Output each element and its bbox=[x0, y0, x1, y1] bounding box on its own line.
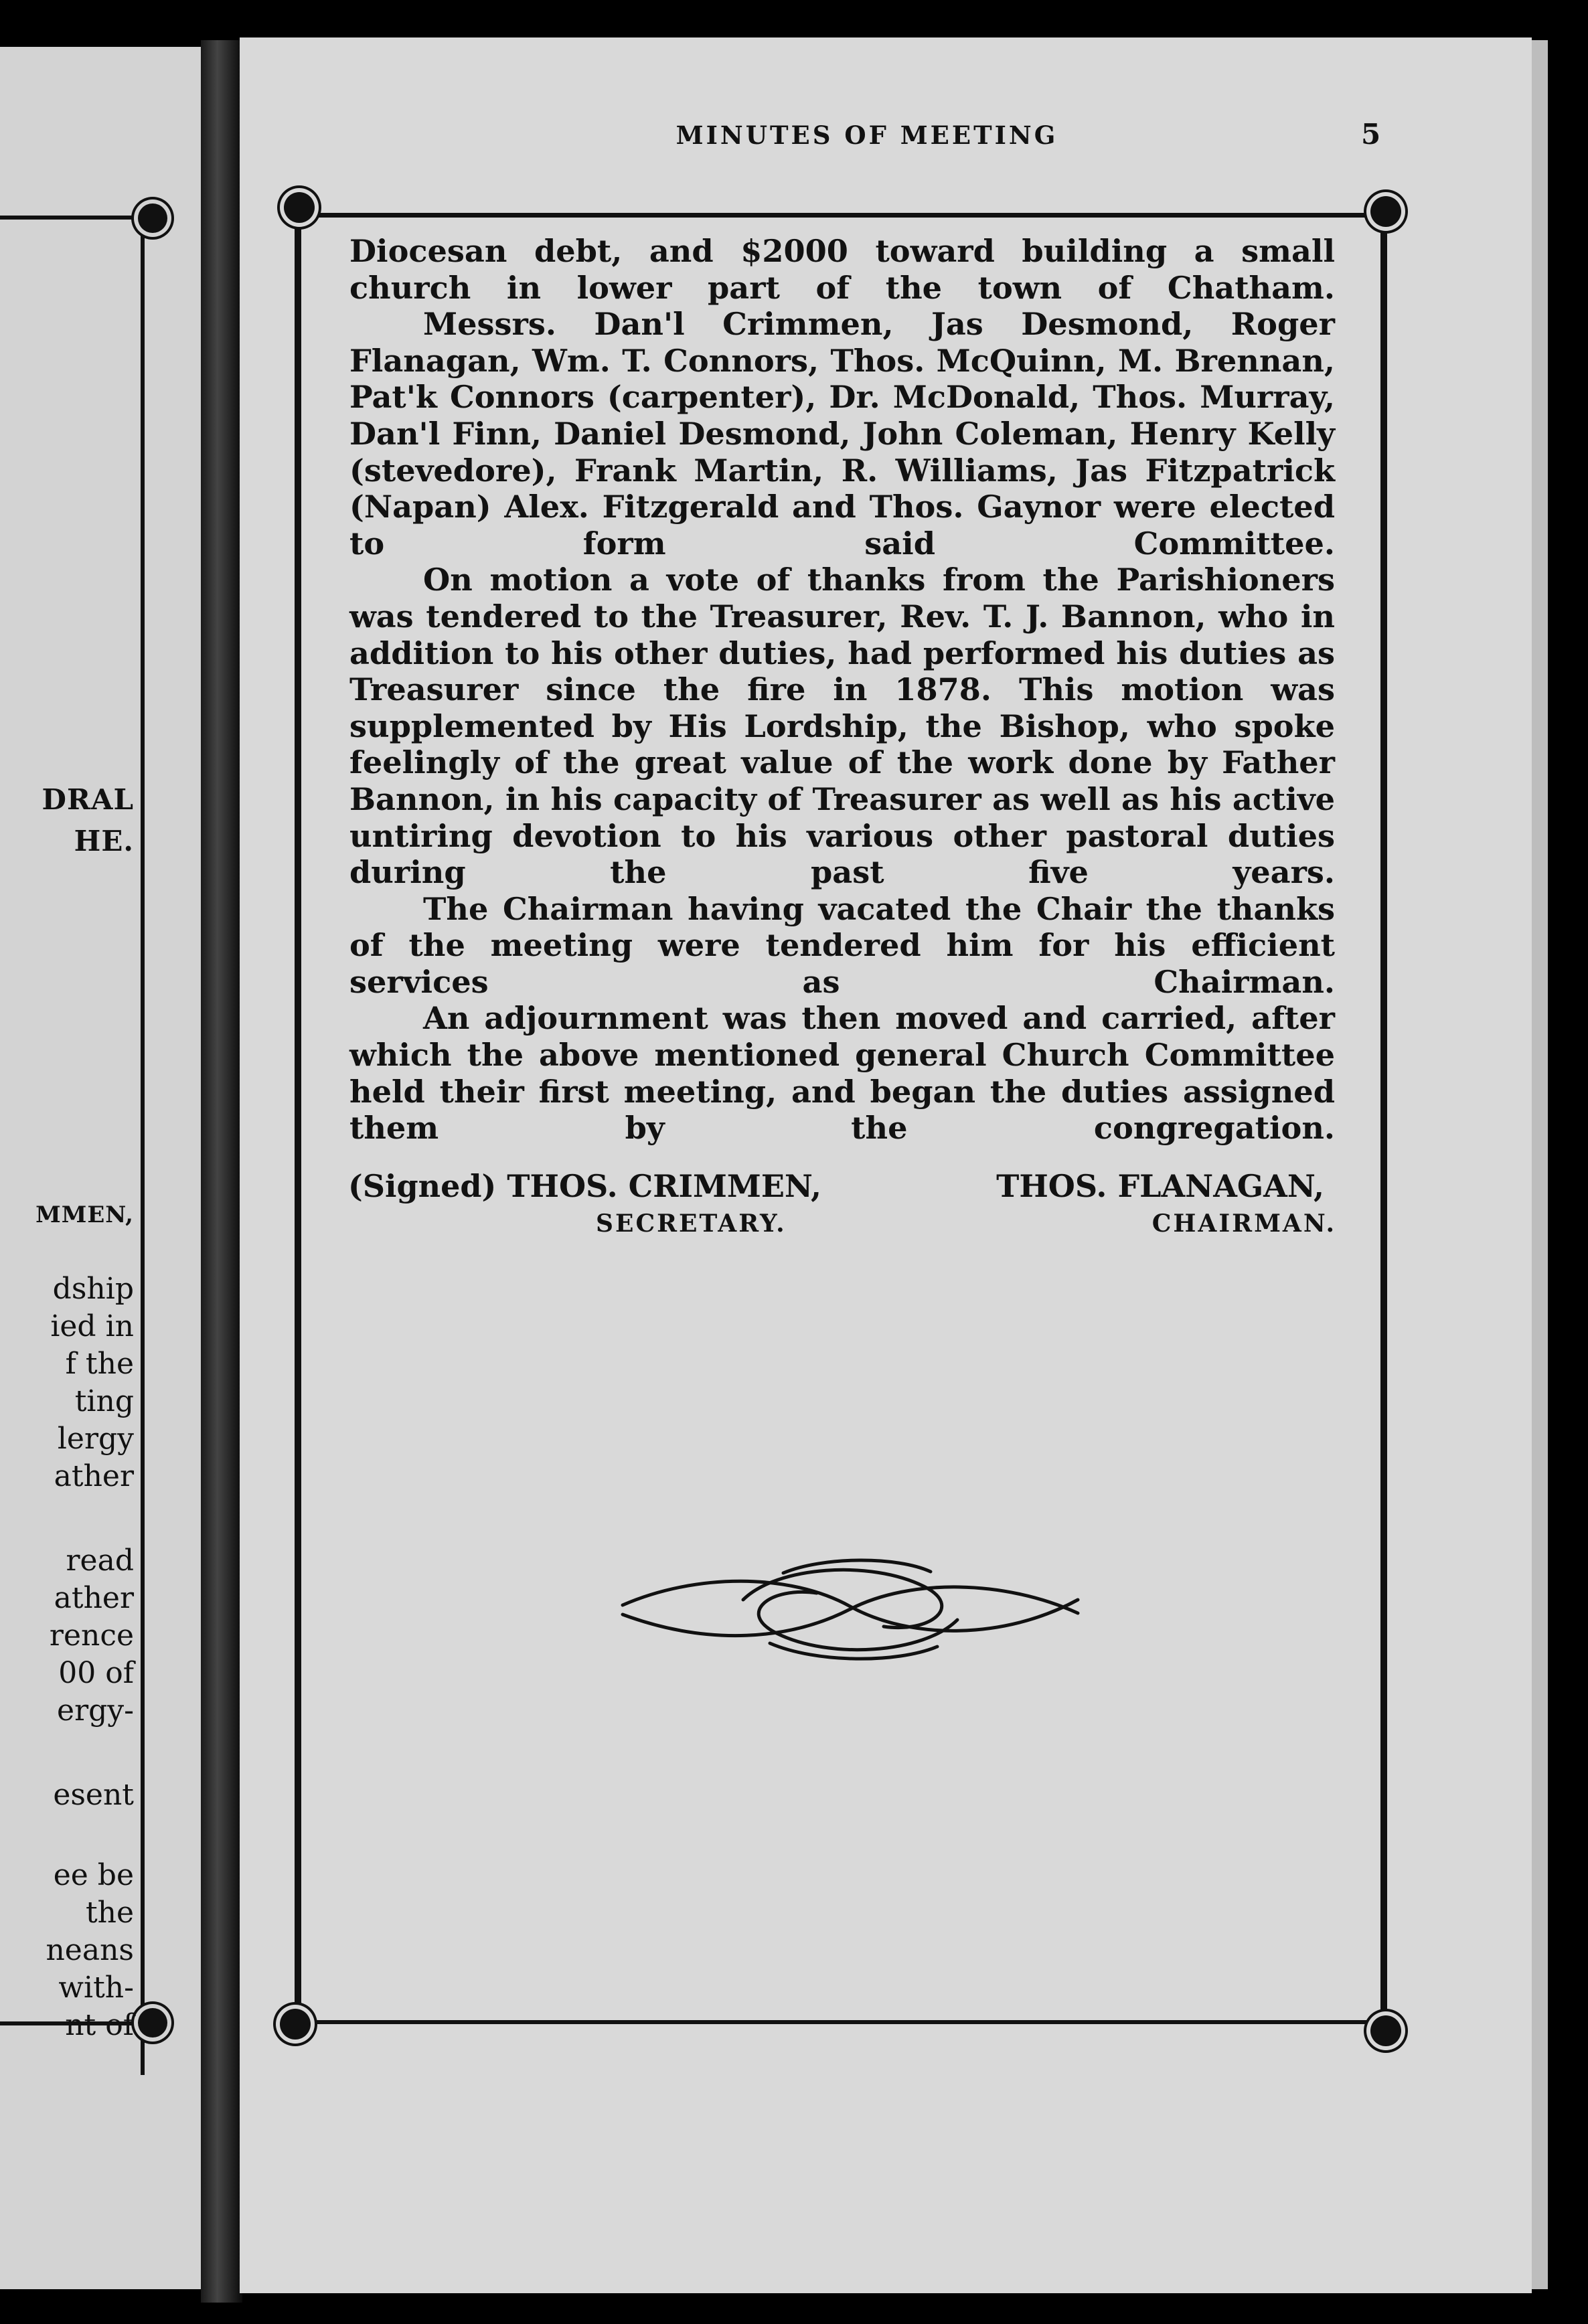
left-page-corner-ornament bbox=[138, 203, 167, 233]
left-page-fragment: ee be bbox=[53, 1858, 134, 1892]
secretary-title: SECRETARY. bbox=[596, 1210, 787, 1238]
minutes-body bbox=[349, 233, 1335, 1147]
left-page-fragment: ting bbox=[74, 1384, 134, 1418]
frame-corner-ornament bbox=[1370, 196, 1401, 227]
running-head: MINUTES OF MEETING bbox=[676, 120, 1058, 150]
left-page-fragment: read bbox=[66, 1544, 134, 1578]
left-page-frame-side bbox=[141, 214, 145, 2075]
page-number: 5 bbox=[1361, 118, 1381, 151]
left-page-fragment: nt of bbox=[65, 2008, 134, 2042]
left-page-fragment: MMEN, bbox=[35, 1201, 134, 1228]
frame-rule bbox=[315, 216, 1386, 218]
left-facing-page bbox=[0, 47, 201, 2289]
secretary-signature: (Signed) THOS. CRIMMEN, bbox=[348, 1168, 822, 1204]
left-page-fragment: f the bbox=[65, 1347, 134, 1381]
left-page-fragment: ied in bbox=[50, 1309, 134, 1343]
left-page-fragment: rence bbox=[49, 1618, 134, 1653]
frame-corner-ornament bbox=[280, 2009, 311, 2040]
signature-block bbox=[348, 1168, 1336, 1238]
left-page-fragment: ather bbox=[54, 1581, 134, 1615]
left-page-fragment: dship bbox=[52, 1272, 134, 1306]
frame-corner-ornament bbox=[1370, 2015, 1401, 2046]
left-page-fragment: DRAL bbox=[42, 783, 134, 816]
paragraph-chairman-thanks: The Chairman having vacated the Chair the thanks of the meeting were tendered him for his efficient services as Chairman. bbox=[349, 890, 1335, 1000]
paragraph-committee-members: Messrs. Dan'l Crimmen, Jas Desmond, Roger Flanagan, Wm. T. Connors, Thos. McQuinn, M. Brennan, Pat'k Connors (carpenter), Dr. McDonald, Thos. Murray, Dan'l Finn, Daniel Desmond, John Coleman, Henry Kelly (stevedore), Frank Martin, R. Williams, Jas Fitzpatrick (Napan) Alex. Fitzgerald and Thos. Gaynor were elected to form said Committee. bbox=[349, 306, 1335, 562]
left-page-fragment: 00 of bbox=[58, 1656, 134, 1690]
paragraph-vote-of-thanks: On motion a vote of thanks from the Parishioners was tendered to the Treasurer, Rev. T. J. Bannon, who in addition to his other duties, had performed his duties as Treasurer since the fire in 1878. This motion was supplemented by His Lordship, the Bishop, who spoke feelingly of the great value of the work done by Father Bannon, in his capacity of Treasurer as well as his active untiring devotion to his various other pastoral duties during the past five years. bbox=[349, 562, 1335, 891]
left-page-fragment: ather bbox=[54, 1459, 134, 1493]
left-page-fragment: neans bbox=[46, 1933, 134, 1967]
page-edge bbox=[1532, 40, 1548, 2289]
paragraph-continuation: Diocesan debt, and $2000 toward building a small church in lower part of the town of Chatham. bbox=[349, 233, 1335, 306]
left-page-fragment: HE. bbox=[74, 825, 134, 857]
left-page-fragment: with- bbox=[58, 1971, 134, 2005]
left-page-fragment: ergy- bbox=[57, 1693, 134, 1728]
left-page-fragment: the bbox=[85, 1896, 134, 1930]
book-gutter bbox=[201, 40, 242, 2303]
frame-rule bbox=[315, 2021, 1386, 2023]
frame-corner-ornament bbox=[284, 192, 315, 223]
chairman-title: CHAIRMAN. bbox=[1152, 1210, 1336, 1238]
chairman-signature: THOS. FLANAGAN, bbox=[996, 1168, 1324, 1204]
left-page-fragment: lergy bbox=[57, 1422, 134, 1456]
decorative-flourish-ornament bbox=[616, 1553, 1085, 1667]
paragraph-adjournment: An adjournment was then moved and carried, after which the above mentioned general Church Committee held their first meeting, and began the duties assigned them by the congregation. bbox=[349, 1000, 1335, 1147]
left-page-fragment: esent bbox=[53, 1778, 134, 1812]
left-page-corner-ornament bbox=[138, 2008, 167, 2038]
